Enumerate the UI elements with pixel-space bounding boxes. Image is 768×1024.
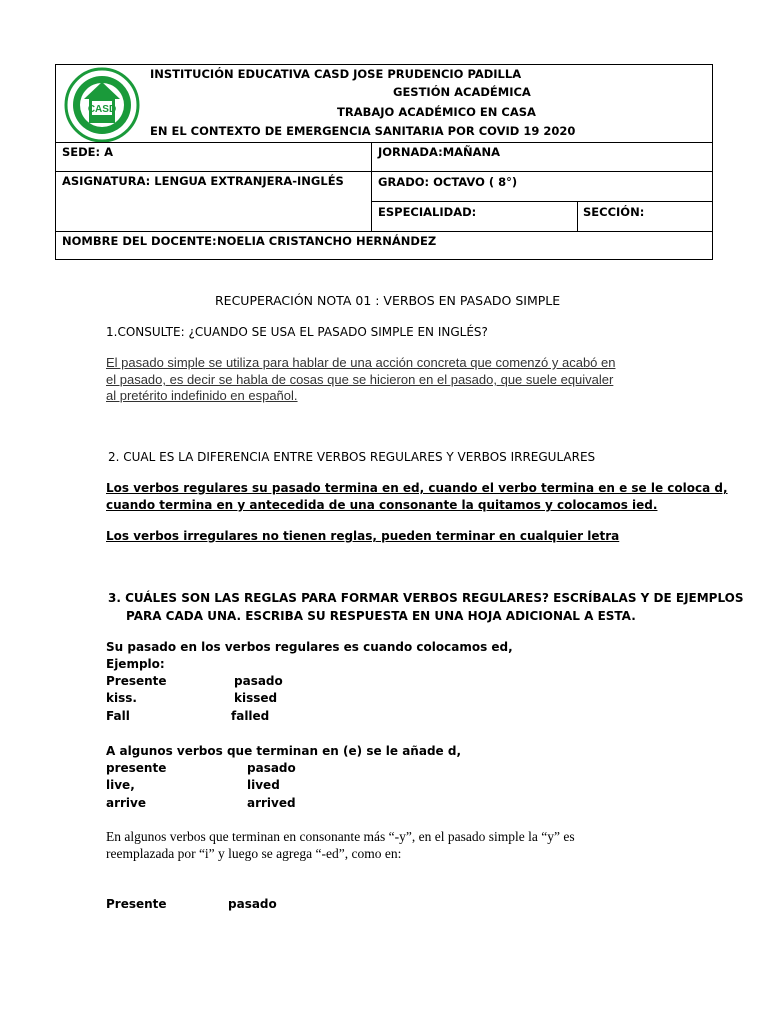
verb-past: pasado bbox=[228, 897, 277, 911]
header-divider bbox=[577, 201, 578, 231]
header-divider bbox=[56, 231, 712, 232]
logo-text: CASD bbox=[87, 104, 117, 115]
example-label: Ejemplo: bbox=[106, 657, 165, 671]
answer-1-line: al pretérito indefinido en español. bbox=[106, 388, 298, 403]
verb-past: falled bbox=[231, 709, 270, 723]
verb-present: live, bbox=[106, 778, 135, 792]
verb-present: arrive bbox=[106, 796, 147, 810]
casd-logo-icon bbox=[64, 67, 140, 143]
verb-present: presente bbox=[106, 761, 167, 775]
question-3-line: 3. CUÁLES SON LAS REGLAS PARA FORMAR VERBOS REGULARES? ESCRÍBALAS Y DE EJEMPLOS bbox=[108, 591, 744, 605]
jornada-field: JORNADA:MAÑANA bbox=[378, 145, 501, 159]
document-title: RECUPERACIÓN NOTA 01 : VERBOS EN PASADO SIMPLE bbox=[215, 293, 561, 308]
seccion-field: SECCIÓN: bbox=[583, 205, 645, 219]
docente-label: NOMBRE DEL DOCENTE: bbox=[62, 234, 217, 248]
asignatura-field: ASIGNATURA: LENGUA EXTRANJERA-INGLÉS bbox=[62, 174, 344, 188]
verb-present: Presente bbox=[106, 897, 167, 911]
rule-3-line: En algunos verbos que terminan en consonante más “-y”, en el pasado simple la “y” es bbox=[106, 829, 575, 844]
question-2: 2. CUAL ES LA DIFERENCIA ENTRE VERBOS REGULARES Y VERBOS IRREGULARES bbox=[108, 450, 596, 464]
institution-name: INSTITUCIÓN EDUCATIVA CASD JOSE PRUDENCIO PADILLA bbox=[150, 67, 522, 81]
verb-past: pasado bbox=[247, 761, 296, 775]
header-divider bbox=[371, 201, 712, 202]
sede-field: SEDE: A bbox=[62, 145, 114, 159]
docente-name: NOELIA CRISTANCHO HERNÁNDEZ bbox=[217, 234, 437, 248]
answer-2-irregular: Los verbos irregulares no tienen reglas, pueden terminar en cualquier letra bbox=[106, 529, 620, 543]
especialidad-field: ESPECIALIDAD: bbox=[378, 205, 477, 219]
header-table bbox=[55, 64, 713, 260]
answer-1-line: El pasado simple se utiliza para hablar de una acción concreta que comenzó y acabó en bbox=[106, 355, 616, 370]
question-1: 1.CONSULTE: ¿CUANDO SE USA EL PASADO SIMPLE EN INGLÉS? bbox=[106, 325, 488, 339]
verb-past: arrived bbox=[247, 796, 296, 810]
rule-2-text: A algunos verbos que terminan en (e) se le añade d, bbox=[106, 744, 461, 758]
work-label: TRABAJO ACADÉMICO EN CASA bbox=[337, 105, 536, 119]
verb-past: kissed bbox=[234, 691, 278, 705]
header-divider bbox=[56, 171, 712, 172]
context-label: EN EL CONTEXTO DE EMERGENCIA SANITARIA POR COVID 19 2020 bbox=[150, 124, 576, 138]
question-3-line: PARA CADA UNA. ESCRIBA SU RESPUESTA EN UNA HOJA ADICIONAL A ESTA. bbox=[126, 609, 636, 623]
verb-present: Presente bbox=[106, 674, 167, 688]
header-divider bbox=[371, 142, 372, 231]
rule-1-text: Su pasado en los verbos regulares es cuando colocamos ed, bbox=[106, 640, 513, 654]
management-label: GESTIÓN ACADÉMICA bbox=[393, 85, 531, 99]
answer-1-line: el pasado, es decir se habla de cosas que se hicieron en el pasado, que suele equivaler bbox=[106, 372, 614, 387]
verb-past: pasado bbox=[234, 674, 283, 688]
verb-present: kiss. bbox=[106, 691, 137, 705]
verb-past: lived bbox=[247, 778, 280, 792]
answer-2-line: Los verbos regulares su pasado termina en ed, cuando el verbo termina en e se le coloca d, bbox=[106, 481, 728, 495]
verb-present: Fall bbox=[106, 709, 130, 723]
header-divider bbox=[56, 142, 712, 143]
rule-3-line: reemplazada por “i” y luego se agrega “-ed”, como en: bbox=[106, 846, 402, 861]
grado-field: GRADO: OCTAVO ( 8°) bbox=[378, 175, 518, 189]
answer-2-line: cuando termina en y antecedida de una consonante la quitamos y colocamos ied. bbox=[106, 498, 658, 512]
